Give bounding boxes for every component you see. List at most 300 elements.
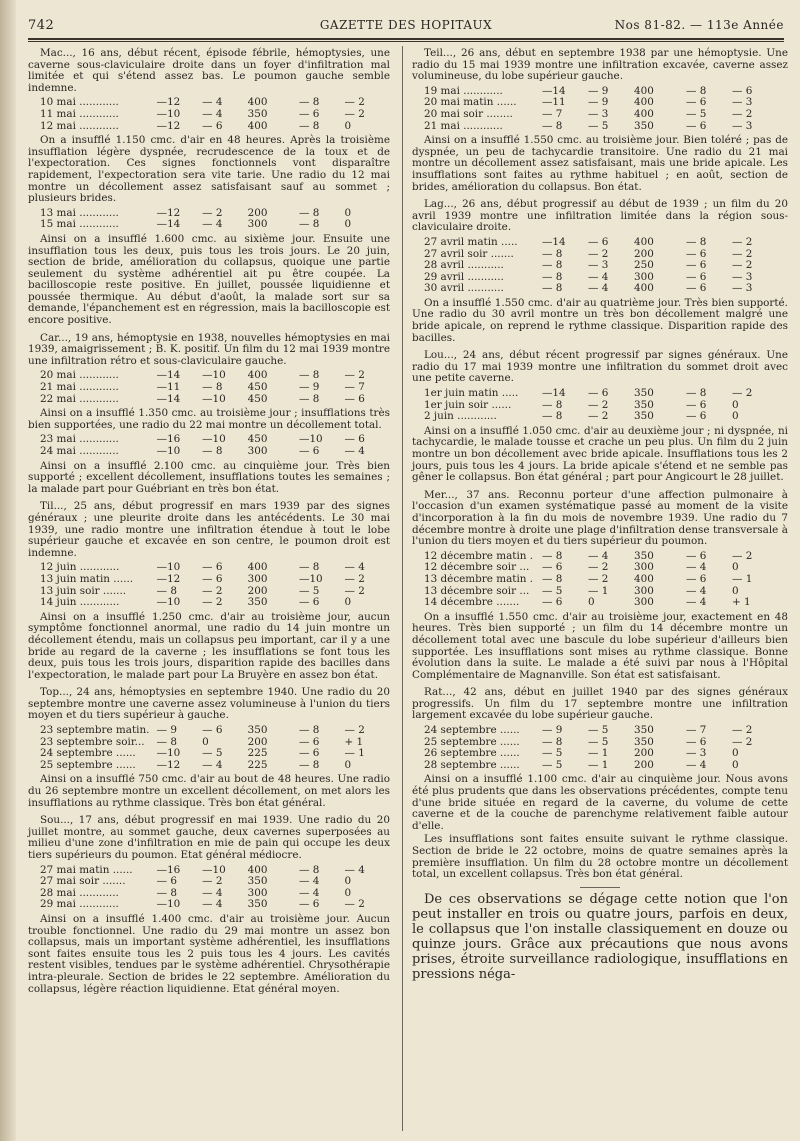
row-value: 0 — [732, 561, 739, 574]
row-date: 29 avril ........... — [424, 271, 504, 283]
row-value: — 4 — [202, 96, 223, 109]
row-value: —14 — [156, 218, 181, 231]
row-value: — 4 — [588, 282, 609, 295]
row-date: 21 mai ............ — [40, 382, 119, 394]
case-observation — [412, 350, 788, 484]
row-value: —10 — [156, 561, 181, 574]
row-value: —11 — [156, 381, 181, 394]
row-value: — 6 — [686, 549, 707, 562]
header-rule-thin — [28, 41, 784, 42]
measurement-row — [424, 388, 788, 400]
row-value: — 6 — [686, 410, 707, 423]
conclusion-paragraph: De ces observations se dégage cette notion que l'on peut installer en trois ou quatre jours, parfois en deux, le collapsus que l'on installe classiquement en douze ou quinze jours. Grâce aux précautions que nous avons prises, étroite surveillance radiologique, insufflations en pressions néga- — [412, 891, 788, 982]
measurement-row — [40, 760, 390, 772]
row-value: — 7 — [686, 724, 707, 737]
row-value: 225 — [247, 758, 268, 771]
row-value: — 8 — [299, 392, 320, 405]
measurement-row — [424, 237, 788, 249]
case-observation — [28, 815, 390, 995]
row-value: — 4 — [686, 584, 707, 597]
left-column — [28, 48, 390, 1001]
measurement-table — [424, 237, 788, 295]
paragraph: Ainsi on a insufflé 1.400 cmc. d'air au troisième jour. Aucun trouble fonctionnel. Une radio du 29 mai montre un assez bon collapsus, mais un important système adhérentiel, les insufflations sont faites ensuite tous les 2 puis tous les 4 jours. Les cavités restent visibles, tendues par le système adhérentiel. Chrysothérapie intra-pleurale. Section de brides le 22 septembre. Amélioration du collapsus, légère réaction liquidienne. Etat général moyen. — [28, 912, 390, 995]
row-value: —10 — [156, 107, 181, 120]
paragraph: Ainsi on a insufflé 2.100 cmc. au cinquième jour. Très bien supporté ; excellent décollement, insufflations toutes les semaines ; la malade part pour Guébriant en très bon état. — [28, 459, 390, 495]
row-value: —10 — [299, 572, 323, 585]
row-value: — 9 — [156, 724, 177, 737]
paragraph: Ainsi on a insufflé 1.250 cmc. d'air au troisième jour, aucun symptôme fonctionnel anormal, une radio du 14 juin montre un décollement étendu, mais un collapsus peu important, car il y a une bride au regard de la caverne ; les insufflations se font tous les deux, puis tous les trois jours, disparition rapide des bacilles dans l'expectoration, le malade part pour La Bruyère en assez bon état. — [28, 610, 390, 681]
paragraph: On a insufflé 1.150 cmc. d'air en 48 heures. Après la troisième insufflation légère dyspnée, recrudescence de la toux et de l'expectoration. Ces signes fonctionnels vont disparaître rapidement, l'expectoration sera vite tarie. Une radio du 12 mai montre un décollement assez satisfaisant sauf au sommet ; plusieurs brides. — [28, 134, 390, 205]
row-value: — 8 — [542, 549, 563, 562]
row-value: 400 — [634, 235, 654, 248]
issue-number: Nos 81-82. — 113e Année — [614, 18, 784, 32]
row-date: 13 juin matin ...... — [40, 573, 134, 585]
row-value: — 6 — [686, 282, 707, 295]
row-value: — 2 — [344, 369, 365, 382]
row-value: — 3 — [686, 747, 707, 760]
row-value: 0 — [732, 410, 739, 423]
case-observation — [28, 687, 390, 809]
measurement-row — [424, 725, 788, 737]
row-date: 27 mai matin ...... — [40, 864, 133, 876]
row-value: 350 — [247, 596, 268, 609]
row-value: —10 — [202, 369, 226, 382]
conclusion — [412, 892, 788, 982]
row-value: 0 — [344, 886, 352, 899]
row-value: 350 — [634, 398, 654, 411]
row-date: 27 avril soir ....... — [424, 248, 514, 260]
row-value: — 5 — [542, 758, 563, 771]
paragraph: Mac..., 16 ans, début récent, épisode fébrile, hémoptysies, une caverne sous-claviculaire droite dans un foyer d'infiltration mal limitée et qui s'étend assez bas. Le poumon gauche semble indemne. — [28, 47, 390, 94]
row-value: — 9 — [542, 724, 563, 737]
row-value: 0 — [344, 119, 352, 132]
measurement-row — [40, 574, 390, 586]
case-observation — [412, 687, 788, 881]
row-date: 19 mai ............ — [424, 85, 503, 97]
row-value: — 7 — [542, 107, 563, 120]
row-value: — 2 — [732, 724, 753, 737]
row-value: — 2 — [732, 259, 753, 272]
row-value: —10 — [299, 433, 323, 446]
row-value: 350 — [634, 119, 654, 132]
row-date: 12 mai ............ — [40, 120, 119, 132]
row-value: — 4 — [588, 270, 609, 283]
measurement-table — [40, 725, 390, 771]
row-value: — 6 — [299, 735, 320, 748]
row-value: — 6 — [686, 398, 707, 411]
row-value: — 2 — [732, 107, 753, 120]
row-date: 20 mai soir ........ — [424, 108, 513, 120]
row-value: 400 — [247, 863, 268, 876]
row-date: 10 mai ............ — [40, 97, 119, 109]
row-value: 300 — [634, 584, 654, 597]
row-value: —16 — [156, 863, 181, 876]
case-observation — [28, 501, 390, 681]
row-value: 225 — [247, 747, 268, 760]
row-value: — 4 — [299, 886, 320, 899]
measurement-table — [40, 97, 390, 132]
row-value: —14 — [156, 392, 181, 405]
row-value: — 4 — [588, 549, 609, 562]
measurement-row — [40, 394, 390, 406]
measurement-row — [424, 597, 788, 609]
measurement-row — [40, 899, 390, 911]
row-value: — 8 — [542, 410, 563, 423]
measurement-table — [424, 388, 788, 423]
row-value: — 2 — [344, 96, 365, 109]
row-value: — 2 — [202, 584, 223, 597]
row-value: —14 — [542, 235, 566, 248]
row-value: 200 — [634, 247, 654, 260]
row-date: 24 septembre ...... — [424, 725, 520, 737]
row-value: — 5 — [202, 747, 223, 760]
row-value: — 9 — [588, 96, 609, 109]
row-value: — 1 — [588, 758, 609, 771]
measurement-row — [40, 121, 390, 133]
row-date: 1er juin matin ..... — [424, 388, 519, 400]
row-value: — 2 — [588, 247, 609, 260]
row-value: — 2 — [732, 387, 753, 400]
row-date: 11 mai ............ — [40, 108, 119, 120]
row-value: — 8 — [299, 561, 320, 574]
row-value: — 2 — [202, 875, 223, 888]
row-value: — 8 — [542, 119, 563, 132]
row-value: — 4 — [202, 218, 223, 231]
row-value: —14 — [542, 84, 566, 97]
row-value: — 6 — [542, 596, 563, 609]
row-value: — 6 — [299, 107, 320, 120]
row-value: 200 — [247, 584, 268, 597]
paragraph: Teil..., 26 ans, début en septembre 1938 par une hémoptysie. Une radio du 15 mai 1939 montre une infiltration excavée, caverne assez volumineuse, du lobe supérieur gauche. — [412, 47, 788, 83]
row-date: 26 septembre ...... — [424, 748, 520, 760]
row-value: — 6 — [202, 724, 223, 737]
row-value: —10 — [156, 596, 181, 609]
measurement-row — [424, 283, 788, 295]
row-value: 250 — [634, 259, 654, 272]
row-value: 0 — [344, 206, 352, 219]
row-value: — 8 — [542, 270, 563, 283]
measurement-row — [424, 260, 788, 272]
row-date: 15 mai ............ — [40, 219, 119, 231]
row-value: — 4 — [686, 758, 707, 771]
row-date: 24 septembre ...... — [40, 748, 136, 760]
case-observation — [412, 490, 788, 682]
row-date: 21 mai ............ — [424, 120, 503, 132]
row-value: — 8 — [299, 369, 320, 382]
row-value: — 6 — [686, 270, 707, 283]
row-value: — 8 — [156, 735, 177, 748]
row-value: 400 — [247, 119, 268, 132]
row-value: — 6 — [588, 387, 609, 400]
row-value: — 9 — [588, 84, 609, 97]
row-value: — 8 — [542, 259, 563, 272]
row-value: 0 — [344, 596, 352, 609]
row-date: 13 décembre soir ... — [424, 585, 530, 597]
row-date: 27 avril matin ..... — [424, 236, 518, 248]
row-value: 350 — [247, 724, 268, 737]
row-value: 350 — [247, 107, 268, 120]
row-date: 28 avril ........... — [424, 260, 504, 272]
row-value: 0 — [732, 747, 739, 760]
row-value: — 2 — [732, 235, 753, 248]
row-value: — 1 — [588, 747, 609, 760]
row-value: — 6 — [686, 259, 707, 272]
row-value: —12 — [156, 758, 181, 771]
paragraph: Ainsi on a insufflé 750 cmc. d'air au bout de 48 heures. Une radio du 26 septembre montre un excellent décollement, on met alors les insufflations au rythme classique. Très bon état général. — [28, 773, 390, 809]
row-value: —12 — [156, 206, 181, 219]
measurement-table — [40, 434, 390, 457]
row-value: — 6 — [299, 747, 320, 760]
row-value: 0 — [344, 875, 352, 888]
header-rule — [28, 38, 784, 40]
row-date: 14 décembre ....... — [424, 597, 520, 609]
row-value: — 3 — [588, 259, 609, 272]
row-value: — 3 — [732, 282, 753, 295]
row-value: 300 — [247, 445, 268, 457]
row-value: — 8 — [202, 381, 223, 394]
row-date: 13 décembre matin . — [424, 573, 534, 585]
row-value: — 6 — [299, 596, 320, 609]
row-value: 300 — [634, 270, 654, 283]
row-date: 1er juin soir ...... — [424, 399, 512, 411]
row-value: — 2 — [588, 561, 609, 574]
row-date: 14 juin ............ — [40, 597, 120, 609]
row-value: 300 — [634, 596, 654, 609]
row-date: 13 juin soir ....... — [40, 585, 127, 597]
row-value: + 1 — [344, 735, 364, 748]
column-divider — [402, 46, 403, 1131]
row-value: — 2 — [588, 572, 609, 585]
row-value: — 8 — [299, 119, 320, 132]
row-value: — 5 — [299, 584, 320, 597]
row-value: 350 — [247, 875, 268, 888]
row-value: — 2 — [732, 735, 753, 748]
row-value: —10 — [202, 433, 226, 446]
row-value: — 8 — [299, 863, 320, 876]
row-date: 28 septembre ...... — [424, 759, 520, 771]
measurement-table — [424, 551, 788, 609]
paragraph: Lou..., 24 ans, début récent progressif par signes généraux. Une radio du 17 mai 1939 montre une infiltration du sommet droit avec une petite caverne. — [412, 349, 788, 385]
paragraph: Sou..., 17 ans, début progressif en mai 1939. Une radio du 20 juillet montre, au sommet gauche, deux cavernes superposées au milieu d'une zone d'infiltration en mie de pain qui occupe les deux tiers supérieurs du poumon. Etat général médiocre. — [28, 814, 390, 861]
paragraph: Ainsi on a insufflé 1.350 cmc. au troisième jour ; insufflations très bien supportées, une radio du 22 mai montre un décollement total. — [28, 407, 390, 431]
paragraph: Mer..., 37 ans. Reconnu porteur d'une affection pulmonaire à l'occasion d'un examen systématique passé au moment de la visite d'incorporation à la fin du mois de novembre 1939. Une radio du 7 décembre montre à droite une plage d'infiltration dense transversale à l'union du tiers moyen et du tiers supérieur du poumon. — [412, 488, 788, 548]
row-value: — 8 — [156, 886, 177, 899]
row-value: — 4 — [344, 445, 365, 457]
row-value: + 1 — [732, 596, 751, 609]
paragraph: Top..., 24 ans, hémoptysies en septembre 1940. Une radio du 20 septembre montre une caverne assez volumineuse à l'union du tiers moyen et du tiers supérieur à gauche. — [28, 686, 390, 722]
measurement-row — [424, 760, 788, 772]
row-value: — 2 — [732, 549, 753, 562]
journal-title: GAZETTE DES HOPITAUX — [319, 18, 493, 32]
row-value: — 8 — [686, 235, 707, 248]
row-value: — 2 — [344, 584, 365, 597]
row-value: — 6 — [202, 572, 223, 585]
row-value: — 2 — [588, 398, 609, 411]
row-value: — 8 — [299, 96, 320, 109]
row-value: — 5 — [542, 747, 563, 760]
row-value: — 7 — [344, 381, 365, 394]
section-separator — [580, 887, 620, 888]
measurement-row — [40, 219, 390, 231]
row-value: 400 — [247, 561, 268, 574]
row-value: —10 — [202, 392, 226, 405]
row-value: — 5 — [588, 119, 609, 132]
paragraph: Til..., 25 ans, début progressif en mars 1939 par des signes généraux ; une pleurite droite dans les antécédents. Le 30 mai 1939, une radio montre une infiltration étendue à tout le lobe supérieur gauche et excavée en son centre, le poumon droit est indemne. — [28, 500, 390, 559]
row-value: 400 — [247, 96, 268, 109]
row-value: —12 — [156, 96, 181, 109]
row-date: 29 mai ............ — [40, 899, 119, 911]
row-value: — 5 — [588, 735, 609, 748]
row-value: — 2 — [344, 898, 365, 911]
row-value: — 8 — [156, 584, 177, 597]
row-date: 23 septembre matin. — [40, 725, 150, 737]
row-value: 200 — [247, 735, 268, 748]
row-value: 0 — [732, 758, 739, 771]
row-value: — 4 — [202, 107, 223, 120]
row-value: — 4 — [299, 875, 320, 888]
measurement-row — [424, 574, 788, 586]
row-value: — 6 — [686, 119, 707, 132]
row-date: 24 mai ............ — [40, 446, 119, 457]
row-value: — 4 — [344, 863, 365, 876]
row-value: — 8 — [299, 218, 320, 231]
row-value: — 8 — [542, 572, 563, 585]
row-value: 400 — [247, 369, 268, 382]
paragraph: Lag..., 26 ans, début progressif au début de 1939 ; un film du 20 avril 1939 montre une infiltration limitée dans la région sous-claviculaire droite. — [412, 198, 788, 234]
measurement-row — [40, 382, 390, 394]
row-value: — 8 — [686, 387, 707, 400]
row-value: — 2 — [588, 410, 609, 423]
measurement-table — [40, 208, 390, 231]
row-value: — 2 — [344, 572, 365, 585]
row-value: 200 — [634, 747, 654, 760]
row-value: 450 — [247, 433, 268, 446]
row-date: 22 mai ............ — [40, 393, 119, 405]
paragraph: Les insufflations sont faites ensuite suivant le rythme classique. Section de bride le 22 octobre, moins de quatre semaines après la première insufflation. Un film du 28 octobre montre un décollement total, un excellent collapsus. Très bon état général. — [412, 833, 788, 881]
row-value: 400 — [634, 96, 654, 109]
measurement-table — [40, 865, 390, 911]
row-value: — 8 — [542, 282, 563, 295]
page-number: 742 — [28, 18, 55, 33]
row-date: 27 mai soir ....... — [40, 876, 126, 888]
row-date: 13 mai ............ — [40, 207, 119, 219]
measurement-row — [424, 109, 788, 121]
paragraph: On a insufflé 1.550 cmc. d'air au troisième jour, exactement en 48 heures. Très bien supporté ; un film du 14 décembre montre un décollement total avec une bascule du lobe supérieur d'ailleurs bien supportée. Les insufflations sont mises au rythme classique. Bonne évolution dans la suite. Le malade a été suivi par nous à l'Hôpital Complémentaire de Magnanville. Son état est satisfaisant. — [412, 610, 788, 681]
row-value: — 8 — [686, 84, 707, 97]
paragraph: Rat..., 42 ans, début en juillet 1940 par des signes généraux progressifs. Un film du 17 septembre montre une infiltration largement excavée du lobe supérieur gauche. — [412, 686, 788, 722]
row-value: 300 — [634, 561, 654, 574]
case-observation — [28, 333, 390, 496]
row-value: 350 — [634, 387, 654, 400]
row-date: 12 juin ............ — [40, 562, 120, 574]
row-value: —10 — [156, 898, 181, 911]
row-value: — 9 — [299, 381, 320, 394]
paragraph: On a insufflé 1.550 cmc. d'air au quatrième jour. Très bien supporté. Une radio du 30 avril montre un très bon décollement malgré une bride apicale, on reprend le rythme classique. Disparition rapide des bacilles. — [412, 296, 788, 344]
row-value: — 4 — [686, 561, 707, 574]
paragraph: Ainsi on a insufflé 1.100 cmc. d'air au cinquième jour. Nous avons été plus prudents que dans les observations précédentes, compte tenu d'une bride située en regard de la caverne, du volume de cette caverne et de la couche de parenchyme relativement faible autour d'elle. — [412, 773, 788, 832]
row-value: — 6 — [686, 572, 707, 585]
row-value: — 4 — [686, 596, 707, 609]
row-value: 450 — [247, 392, 268, 405]
measurement-table — [40, 370, 390, 405]
row-value: 400 — [634, 282, 654, 295]
row-date: 25 septembre ...... — [424, 736, 520, 748]
row-value: —11 — [542, 96, 566, 109]
row-value: — 6 — [686, 247, 707, 260]
paragraph: Ainsi on a insufflé 1.050 cmc. d'air au deuxième jour ; ni dyspnée, ni tachycardie, le malade tousse et crache un peu plus. Un film du 2 juin montre un bon décollement avec bride apicale. Insufflations tous les 2 jours, puis tous les 4 jours. La bride apicale s'étend et ne semble pas gêner le collapsus. Bon état général ; part pour Angicourt le 28 juillet. — [412, 424, 788, 484]
row-value: 400 — [634, 84, 654, 97]
paragraph: Ainsi on a insufflé 1.600 cmc. au sixième jour. Ensuite une insufflation tous les deux, puis tous les trois jours. Le 20 juin, section de bride, amélioration du collapsus, quoique une partie seulement du système adhérentiel ait pu être coupée. La bacilloscopie reste positive. En juillet, poussée liquidienne et poussée thermique. Au début d'août, la malade sort sur sa demande, l'épanchement est en régression, mais la bacilloscopie est encore positive. — [28, 232, 390, 327]
page-binding-edge — [0, 0, 16, 1141]
row-value: — 6 — [588, 235, 609, 248]
row-value: — 6 — [686, 735, 707, 748]
row-value: 0 — [588, 596, 595, 609]
row-value: — 6 — [686, 96, 707, 109]
row-value: — 6 — [156, 875, 177, 888]
row-value: — 6 — [344, 392, 365, 405]
row-value: — 1 — [588, 584, 609, 597]
row-value: — 6 — [299, 898, 320, 911]
row-date: 20 mai ............ — [40, 370, 119, 382]
row-value: — 3 — [732, 119, 753, 132]
measurement-row — [424, 121, 788, 133]
row-value: —16 — [156, 433, 181, 446]
measurement-row — [40, 597, 390, 609]
row-value: — 5 — [588, 724, 609, 737]
row-value: — 8 — [542, 398, 563, 411]
row-value: 300 — [247, 572, 268, 585]
measurement-row — [40, 725, 390, 737]
measurement-table — [424, 725, 788, 771]
row-value: — 2 — [732, 247, 753, 260]
row-value: 400 — [634, 572, 654, 585]
row-value: — 3 — [588, 107, 609, 120]
row-value: 450 — [247, 381, 268, 394]
row-value: — 6 — [732, 84, 753, 97]
row-date: 30 avril ........... — [424, 283, 504, 295]
measurement-table — [424, 86, 788, 132]
row-value: 300 — [247, 218, 268, 231]
paragraph: Car..., 19 ans, hémoptysie en 1938, nouvelles hémoptysies en mai 1939, amaigrissement ; B. K. positif. Un film du 12 mai 1939 montre une infiltration rétro et sous-claviculaire gauche. — [28, 331, 390, 367]
row-value: — 1 — [344, 747, 365, 760]
measurement-table — [40, 562, 390, 608]
case-observation — [412, 199, 788, 344]
row-value: — 6 — [299, 445, 320, 457]
row-date: 12 décembre soir ... — [424, 562, 530, 574]
row-value: — 6 — [344, 433, 365, 446]
right-column — [412, 48, 788, 982]
row-value: — 8 — [542, 735, 563, 748]
row-value: 350 — [634, 549, 654, 562]
row-value: 300 — [247, 886, 268, 899]
row-value: 0 — [732, 398, 739, 411]
row-value: — 2 — [344, 107, 365, 120]
row-value: —10 — [202, 863, 226, 876]
row-value: — 8 — [299, 724, 320, 737]
page-header — [28, 12, 784, 38]
row-value: — 6 — [202, 119, 223, 132]
row-value: 200 — [247, 206, 268, 219]
row-value: 350 — [634, 410, 654, 423]
measurement-row — [424, 411, 788, 423]
row-value: —10 — [156, 445, 181, 457]
row-date: 2 juin ............ — [424, 411, 497, 423]
row-value: — 5 — [686, 107, 707, 120]
row-value: — 8 — [299, 758, 320, 771]
row-value: — 6 — [202, 561, 223, 574]
measurement-row — [40, 109, 390, 121]
row-value: — 3 — [732, 96, 753, 109]
